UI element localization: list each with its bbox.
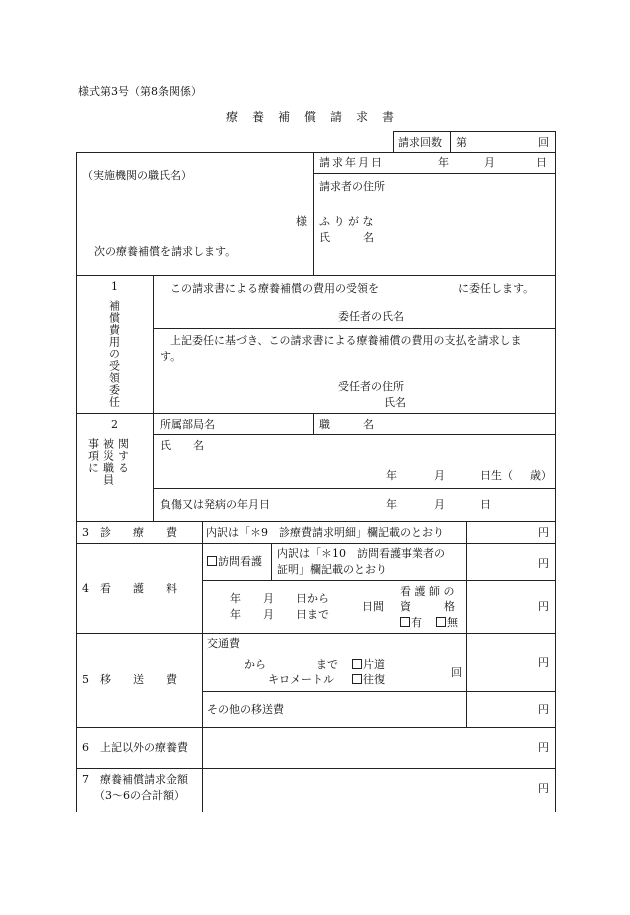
injury-day: 日	[480, 498, 491, 511]
furigana-label: ふ り が な	[319, 215, 374, 228]
birth-month: 月	[434, 469, 445, 482]
has-text: 有	[411, 616, 422, 629]
delegate-address-label: 受任者の住所	[338, 380, 404, 393]
delegation-text-a: この請求書による療養補償の費用の受領を	[170, 282, 379, 295]
addressee-title: （実施機関の職氏名）	[82, 169, 192, 182]
section2-heading-col3: 事項に	[86, 438, 100, 474]
section5-label: 5 移 送 費	[82, 673, 177, 686]
round-trip-checkbox[interactable]	[352, 674, 362, 684]
nurse-qual-has-option[interactable]	[400, 617, 422, 628]
employee-name-label: 氏 名	[160, 439, 204, 452]
round-trip-option[interactable]	[352, 674, 385, 685]
request-date-label: 請求年月日	[319, 156, 384, 169]
section5-unit-b: 円	[538, 703, 549, 716]
delegation-text-b: に委任します。	[458, 282, 535, 295]
section5-unit-a: 円	[538, 656, 549, 669]
other-transport-label: その他の移送費	[207, 703, 284, 716]
has-checkbox[interactable]	[400, 617, 410, 627]
injury-date-label: 負傷又は発病の年月日	[160, 498, 270, 511]
transport-times: 回	[451, 666, 462, 679]
section7-label-line1: 7 療養補償請求金額	[82, 773, 188, 786]
delegate-name-label: 氏名	[384, 396, 406, 409]
section1-heading: 補償費用の受領委任	[107, 300, 121, 408]
section4-unit-b: 円	[538, 600, 549, 613]
claimant-name-label: 氏 名	[319, 231, 374, 244]
transport-made: まで	[316, 658, 338, 671]
transport-kilometers: キロメートル	[268, 673, 334, 686]
one-way-option[interactable]	[352, 659, 385, 670]
age-label: 歳）	[530, 469, 552, 482]
section1-number: 1	[111, 280, 118, 293]
request-count-label: 請求回数	[398, 136, 442, 149]
nursing-days-label: 日間	[362, 600, 384, 613]
section2-heading-col1: 関する	[116, 438, 130, 474]
section6-unit: 円	[538, 741, 549, 754]
nurse-qual-none-option[interactable]	[436, 617, 458, 628]
section2-heading-col2: 被災職員	[101, 438, 115, 486]
request-year: 年	[438, 156, 449, 169]
visiting-detail-line1: 内訳は「＊10 訪問看護事業者の	[277, 547, 445, 560]
sama-label: 様	[296, 215, 307, 228]
injury-month: 月	[434, 498, 445, 511]
request-day: 日	[536, 156, 547, 169]
visiting-nursing-text: 訪問看護	[218, 555, 262, 568]
visiting-detail-line2: 証明」欄記載のとおり	[277, 563, 387, 576]
visiting-nursing-option[interactable]	[207, 556, 262, 567]
section3-detail: 内訳は「＊9 診療費請求明細」欄記載のとおり	[206, 526, 444, 539]
section3-unit: 円	[538, 526, 549, 539]
position-label: 職 名	[319, 418, 374, 431]
section2-number: 2	[111, 418, 118, 431]
none-checkbox[interactable]	[436, 617, 446, 627]
department-label: 所属部局名	[160, 418, 215, 431]
nursing-from-line: 年 月 日から	[230, 592, 329, 605]
payment-request-line2: す。	[160, 350, 182, 363]
section3-label: 3 診 療 費	[82, 526, 177, 539]
payment-request-line1: 上記委任に基づき、この請求書による療養補償の費用の支払を請求しま	[170, 334, 522, 347]
nurse-qual-line1: 看 護 師 の	[400, 585, 455, 598]
one-way-text: 片道	[363, 658, 385, 671]
section4-label: 4 看 護 料	[82, 582, 177, 595]
section7-unit: 円	[538, 782, 549, 795]
claimant-address-label: 請求者の住所	[319, 180, 385, 193]
nursing-to-line: 年 月 日まで	[230, 608, 329, 621]
section7-label-line2: （3～6の合計額）	[94, 789, 185, 802]
request-month: 月	[484, 156, 495, 169]
transport-label: 交通費	[207, 637, 240, 650]
injury-year: 年	[386, 498, 397, 511]
delegator-name-label: 委任者の氏名	[338, 310, 404, 323]
nurse-qual-line2: 資 格	[400, 600, 455, 613]
visiting-nursing-checkbox[interactable]	[207, 556, 217, 566]
section4-unit-a: 円	[538, 557, 549, 570]
birth-year: 年	[386, 469, 397, 482]
page-title: 療 養 補 償 請 求 書	[226, 110, 396, 124]
one-way-checkbox[interactable]	[352, 659, 362, 669]
request-count-dai: 第	[456, 136, 467, 149]
request-count-kai: 回	[538, 136, 549, 149]
round-trip-text: 往復	[363, 673, 385, 686]
none-text: 無	[447, 616, 458, 629]
form-label: 様式第3号（第8条関係）	[78, 85, 202, 98]
birth-day: 日生（	[480, 469, 513, 482]
request-statement: 次の療養補償を請求します。	[94, 245, 237, 258]
transport-kara: から	[244, 658, 266, 671]
section6-label: 6 上記以外の療養費	[82, 741, 188, 754]
